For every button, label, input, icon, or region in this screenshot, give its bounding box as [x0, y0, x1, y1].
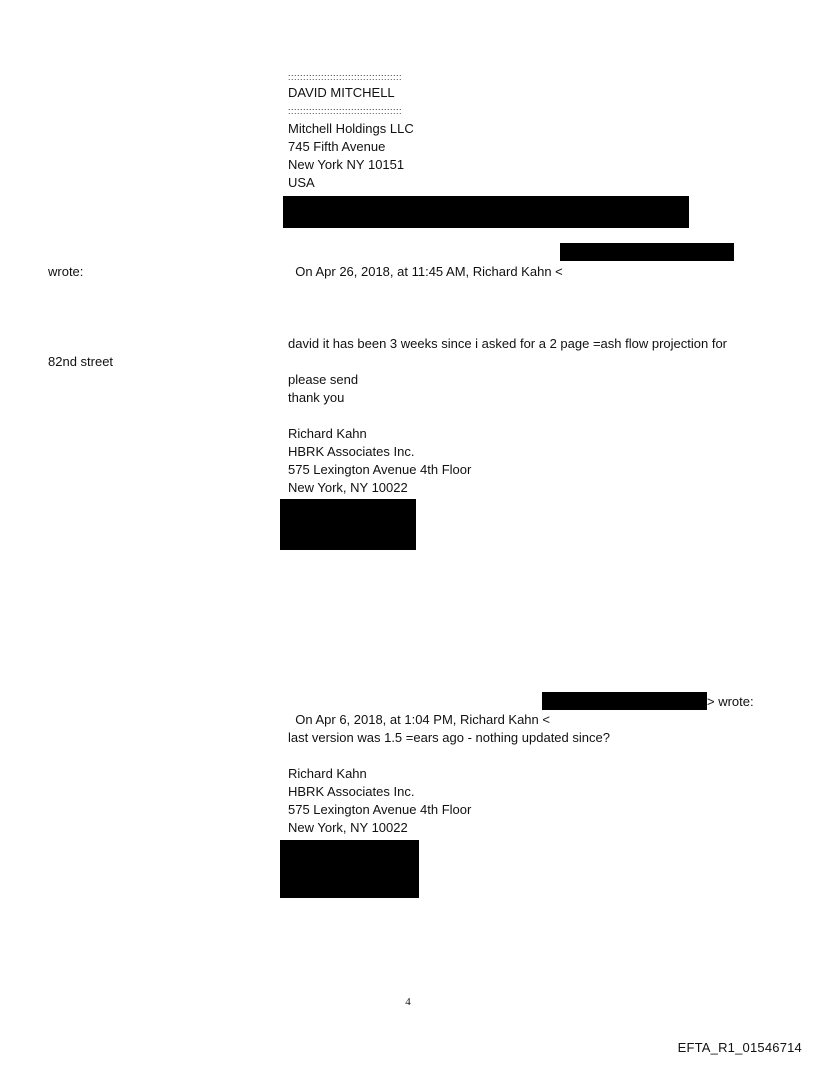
redaction-block: [280, 499, 416, 550]
signature-street: 575 Lexington Avenue 4th Floor: [288, 462, 472, 477]
email-body-line: thank you: [288, 390, 345, 405]
email-intro-line: [288, 245, 563, 281]
sender-name: DAVID MITCHELL: [288, 85, 395, 100]
email-body-line: last version was 1.5 =ears ago - nothing updated since?: [288, 730, 610, 745]
signature-company: HBRK Associates Inc.: [288, 444, 415, 459]
redaction-block: [280, 840, 419, 898]
email-wrote-label: wrote:: [48, 264, 84, 279]
redaction-block: [560, 243, 734, 261]
redaction-block: [542, 692, 707, 710]
sender-company: Mitchell Holdings LLC: [288, 121, 414, 136]
email-wrote-label: > wrote:: [707, 694, 754, 709]
email-body-line: david it has been 3 weeks since i asked for a 2 page =ash flow projection for: [288, 336, 728, 351]
page-number: 4: [405, 996, 411, 1008]
signature-city: New York, NY 10022: [288, 480, 408, 495]
signature-city: New York, NY 10022: [288, 820, 408, 835]
sender-country: USA: [288, 175, 315, 190]
signature-company: HBRK Associates Inc.: [288, 784, 415, 799]
email-intro-text: On Apr 26, 2018, at 11:45 AM, Richard Kahn <: [295, 264, 563, 279]
signature-name: Richard Kahn: [288, 426, 367, 441]
email-intro-line: [288, 693, 550, 729]
separator-dots: ::::::::::::::::::::::::::::::::::::::: [288, 106, 403, 116]
signature-street: 575 Lexington Avenue 4th Floor: [288, 802, 472, 817]
sender-city: New York NY 10151: [288, 157, 405, 172]
email-body-line: 82nd street: [48, 354, 114, 369]
redaction-block: [283, 196, 689, 228]
email-intro-text: On Apr 6, 2018, at 1:04 PM, Richard Kahn <: [295, 712, 550, 727]
email-body-line: please send: [288, 372, 359, 387]
document-id: EFTA_R1_01546714: [677, 1040, 802, 1055]
signature-name: Richard Kahn: [288, 766, 367, 781]
sender-street: 745 Fifth Avenue: [288, 139, 386, 154]
separator-dots: ::::::::::::::::::::::::::::::::::::::: [288, 72, 403, 82]
